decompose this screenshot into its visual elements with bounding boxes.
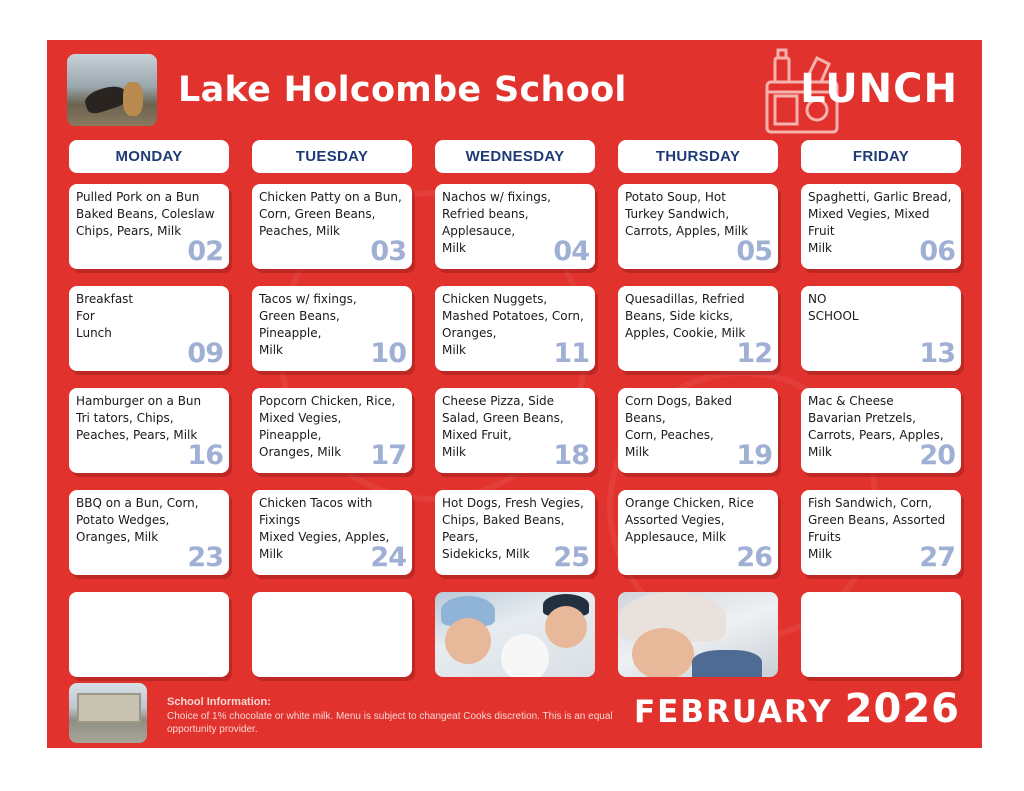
date-number: 06 [919, 236, 955, 267]
school-building-photo [69, 683, 147, 743]
kid-face [632, 628, 694, 677]
date-number: 16 [187, 440, 223, 471]
menu-text: Fish Sandwich, Corn, Green Beans, Assorted Fruits Milk [808, 496, 946, 561]
date-number: 09 [187, 338, 223, 369]
date-number: 10 [370, 338, 406, 369]
date-number: 27 [919, 542, 955, 573]
day-cell [618, 490, 778, 575]
girl-in-snow-photo [618, 592, 778, 677]
day-cell [801, 286, 961, 371]
day-header-monday: MONDAY [69, 140, 229, 173]
menu-text: Orange Chicken, Rice Assorted Vegies, Applesauce, Milk [625, 496, 754, 544]
date-number: 03 [370, 236, 406, 267]
date-number: 04 [553, 236, 589, 267]
menu-text: Potato Soup, Hot Turkey Sandwich, Carrots, Apples, Milk [625, 190, 749, 238]
date-number: 26 [736, 542, 772, 573]
menu-text: Hot Dogs, Fresh Vegies, Chips, Baked Beans, Pears, Sidekicks, Milk [442, 496, 584, 561]
kid-face [545, 606, 587, 648]
date-number: 25 [553, 542, 589, 573]
date-number: 24 [370, 542, 406, 573]
menu-text: Cheese Pizza, Side Salad, Green Beans, Mixed Fruit, Milk [442, 394, 564, 459]
date-number: 02 [187, 236, 223, 267]
day-cell [252, 388, 412, 473]
day-cell [618, 184, 778, 269]
menu-text: Tacos w/ fixings, Green Beans, Pineapple, Milk [259, 292, 357, 357]
menu-text: Chicken Tacos with Fixings Mixed Vegies, Apples, Milk [259, 496, 390, 561]
menu-text: Mac & Cheese Bavarian Pretzels, Carrots, Pears, Apples, Milk [808, 394, 944, 459]
day-cell [252, 184, 412, 269]
menu-text: Corn Dogs, Baked Beans, Corn, Peaches, Milk [625, 394, 733, 459]
menu-text: Hamburger on a Bun Tri tators, Chips, Peaches, Pears, Milk [76, 394, 202, 442]
day-cell [618, 388, 778, 473]
lunch-label: LUNCH [800, 66, 958, 112]
menu-text: NO SCHOOL [808, 292, 859, 323]
dog-figure [123, 82, 143, 116]
month-year [634, 686, 960, 732]
date-number: 17 [370, 440, 406, 471]
snowman [501, 634, 549, 677]
date-number: 18 [553, 440, 589, 471]
dog-photo [67, 54, 157, 126]
day-cell [801, 184, 961, 269]
menu-text: Spaghetti, Garlic Bread, Mixed Vegies, Mixed Fruit Milk [808, 190, 952, 255]
menu-text: Pulled Pork on a Bun Baked Beans, Coleslaw Chips, Pears, Milk [76, 190, 215, 238]
menu-text: Nachos w/ fixings, Refried beans, Applesauce, Milk [442, 190, 551, 255]
menu-calendar [47, 40, 982, 748]
empty-cell [252, 592, 412, 677]
date-number: 11 [553, 338, 589, 369]
date-number: 20 [919, 440, 955, 471]
date-number: 05 [736, 236, 772, 267]
day-header-thursday: THURSDAY [618, 140, 778, 173]
day-cell [435, 184, 595, 269]
menu-text: BBQ on a Bun, Corn, Potato Wedges, Oranges, Milk [76, 496, 199, 544]
day-cell [252, 490, 412, 575]
page-title: Lake Holcombe School [178, 70, 627, 110]
day-header-friday: FRIDAY [801, 140, 961, 173]
day-cell [801, 388, 961, 473]
day-cell [69, 286, 229, 371]
year-label: 2026 [844, 686, 960, 732]
day-cell [252, 286, 412, 371]
school-building [77, 693, 141, 723]
day-cell [69, 184, 229, 269]
day-cell [435, 490, 595, 575]
kid-face [445, 618, 491, 664]
day-header-wednesday: WEDNESDAY [435, 140, 595, 173]
menu-text: Popcorn Chicken, Rice, Mixed Vegies, Pineapple, Oranges, Milk [259, 394, 396, 459]
menu-text: Chicken Nuggets, Mashed Potatoes, Corn, Oranges, Milk [442, 292, 584, 357]
menu-text: Chicken Patty on a Bun, Corn, Green Beans, Peaches, Milk [259, 190, 402, 238]
day-cell [801, 490, 961, 575]
jacket [692, 650, 762, 677]
day-cell [435, 286, 595, 371]
empty-cell [801, 592, 961, 677]
menu-text: Quesadillas, Refried Beans, Side kicks, Apples, Cookie, Milk [625, 292, 746, 340]
date-number: 13 [919, 338, 955, 369]
day-header-tuesday: TUESDAY [252, 140, 412, 173]
date-number: 23 [187, 542, 223, 573]
menu-text: Breakfast For Lunch [76, 292, 134, 340]
empty-cell [69, 592, 229, 677]
date-number: 12 [736, 338, 772, 369]
kids-snowman-photo [435, 592, 595, 677]
date-number: 19 [736, 440, 772, 471]
month-label: FEBRUARY [633, 694, 833, 730]
day-cell [435, 388, 595, 473]
info-text: Choice of 1% chocolate or white milk. Menu is subject to changeat Cooks discretion. This is an equal opportunity provider. [167, 711, 613, 735]
day-cell [69, 490, 229, 575]
day-cell [618, 286, 778, 371]
info-title: School Information: [167, 696, 271, 708]
day-cell [69, 388, 229, 473]
